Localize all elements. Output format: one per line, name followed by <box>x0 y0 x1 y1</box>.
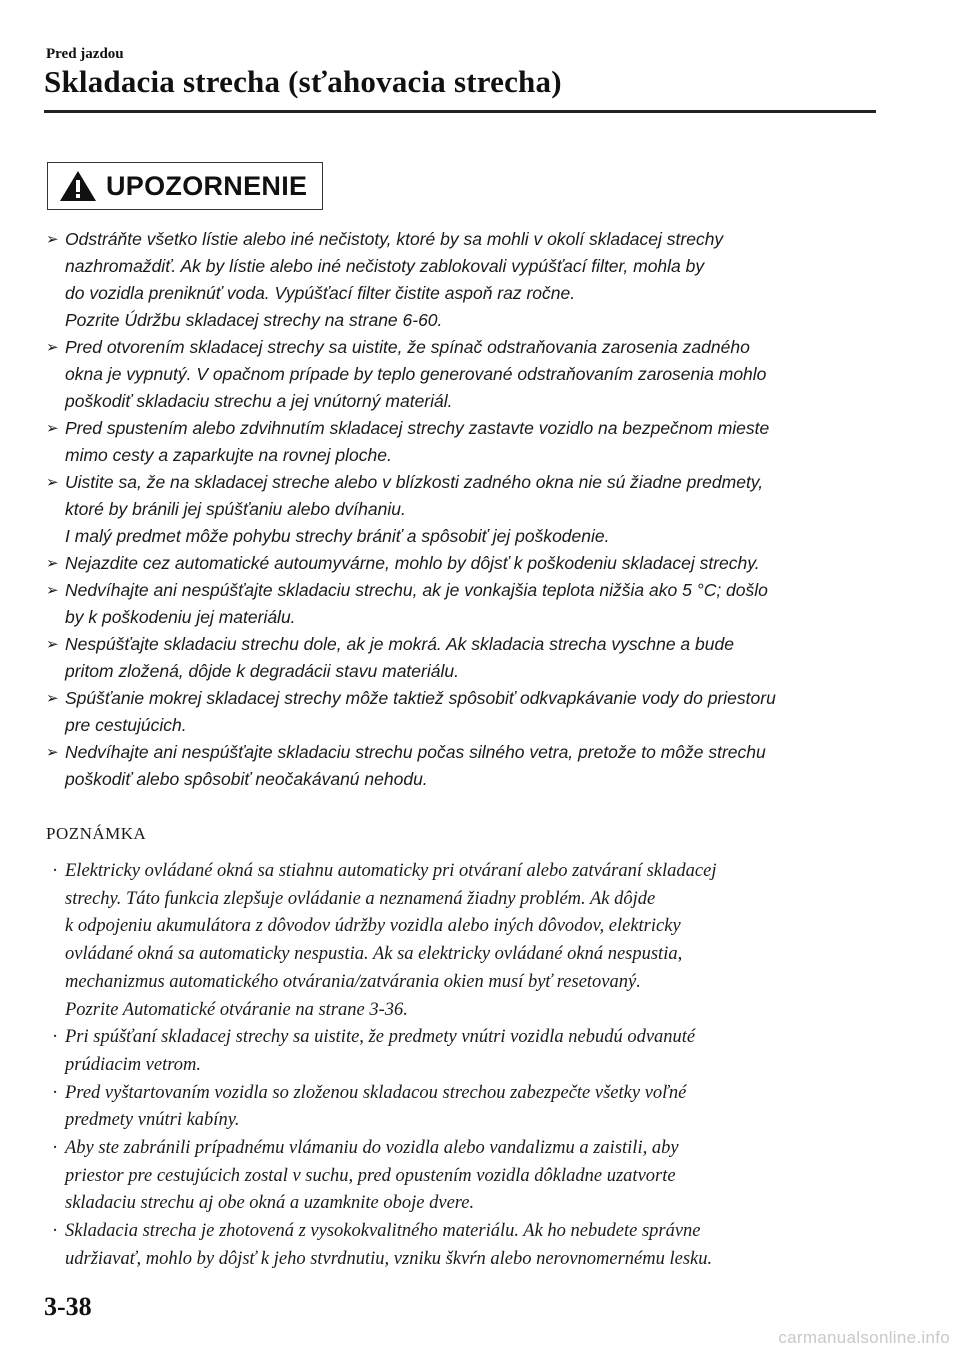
list-item <box>46 334 886 415</box>
arrow-bullet-icon: ➢ <box>46 420 59 437</box>
item-text-line: okna je vypnutý. V opačnom prípade by teplo generované odstraňovaním zarosenia mohlo <box>65 364 767 384</box>
item-text-line: Elektricky ovládané okná sa stiahnu automaticky pri otváraní alebo zatváraní skladacej <box>65 861 717 881</box>
item-text-line: mechanizmus automatického otvárania/zatvárania okien musí byť resetovaný. <box>65 971 641 992</box>
item-text-line: by k poškodeniu jej materiálu. <box>65 607 296 627</box>
item-text-line: Pred otvorením skladacej strechy sa uistite, že spínač odstraňovania zarosenia zadného <box>65 337 750 357</box>
list-item <box>46 685 886 739</box>
arrow-bullet-icon: ➢ <box>46 582 59 599</box>
dot-bullet-icon: · <box>52 861 59 881</box>
item-text-line: Aby ste zabránili prípadnému vlámaniu do vozidla alebo vandalizmu a zaistili, aby <box>65 1138 679 1159</box>
list-item <box>46 226 886 334</box>
page-title: Skladacia strecha (sťahovacia strecha) <box>44 64 562 99</box>
item-text-line: pritom zložená, dôjde k degradácii stavu materiálu. <box>65 661 459 681</box>
item-text-line: Pozrite Automatické otváranie na strane 3-36. <box>65 999 408 1020</box>
list-item <box>46 1080 886 1135</box>
warning-triangle-icon <box>58 169 98 203</box>
list-item <box>46 631 886 685</box>
item-text-line: do vozidla preniknúť voda. Vypúšťací filter čistite aspoň raz ročne. <box>65 283 576 303</box>
list-item <box>46 858 886 1024</box>
page-number: 3-38 <box>44 1292 92 1321</box>
item-text-line: udržiavať, mohlo by dôjsť k jeho stvrdnutiu, vzniku škvŕn alebo nerovnomernému lesku. <box>65 1248 713 1269</box>
item-text-line: Skladacia strecha je zhotovená z vysokokvalitného materiálu. Ak ho nebudete správne <box>65 1221 701 1242</box>
item-text-line: poškodiť alebo spôsobiť neočakávanú nehodu. <box>65 769 428 789</box>
title-rule <box>44 110 876 113</box>
item-text-line: pre cestujúcich. <box>65 715 187 735</box>
caution-box <box>47 162 323 210</box>
arrow-bullet-icon: ➢ <box>46 231 59 248</box>
item-text-line: poškodiť skladaciu strechu a jej vnútorný materiál. <box>65 391 453 411</box>
list-item <box>46 1218 886 1273</box>
arrow-bullet-icon: ➢ <box>46 339 59 356</box>
caution-label: UPOZORNENIE <box>106 170 308 201</box>
list-item <box>46 469 886 550</box>
item-text-line: Uistite sa, že na skladacej streche alebo v blízkosti zadného okna nie sú žiadne predmety, <box>65 472 764 492</box>
list-item <box>46 415 886 469</box>
item-text-line: nazhromaždiť. Ak by lístie alebo iné nečistoty zablokovali vypúšťací filter, mohla by <box>65 256 705 276</box>
item-text-line: ovládané okná sa automaticky nespustia. Ak sa elektricky ovládané okná nespustia, <box>65 944 683 965</box>
item-text-line: Nejazdite cez automatické autoumyvárne, mohlo by dôjsť k poškodeniu skladacej strechy. <box>65 553 760 573</box>
dot-bullet-icon: · <box>52 1027 59 1048</box>
arrow-bullet-icon: ➢ <box>46 474 59 491</box>
item-text-line: prúdiacim vetrom. <box>65 1054 201 1075</box>
item-text-line: predmety vnútri kabíny. <box>65 1110 240 1131</box>
item-text-line: Odstráňte všetko lístie alebo iné nečistoty, ktoré by sa mohli v okolí skladacej strechy <box>65 229 724 249</box>
list-item <box>46 550 886 577</box>
arrow-bullet-icon: ➢ <box>46 636 59 653</box>
item-text-line: Pozrite Údržbu skladacej strechy na strane 6-60. <box>65 310 443 330</box>
section-label: Pred jazdou <box>46 46 124 62</box>
note-title: POZNÁMKA <box>46 824 147 843</box>
item-text-line: Nedvíhajte ani nespúšťajte skladaciu strechu, ak je vonkajšia teplota nižšia ako 5 °C; došlo <box>65 580 768 600</box>
list-item <box>46 1135 886 1218</box>
list-item <box>46 1024 886 1079</box>
dot-bullet-icon: · <box>52 1221 59 1242</box>
caution-list <box>46 226 886 793</box>
arrow-bullet-icon: ➢ <box>46 690 59 707</box>
item-text-line: ktoré by bránili jej spúšťaniu alebo dvíhaniu. <box>65 499 406 519</box>
dot-bullet-icon: · <box>52 1082 59 1103</box>
item-text-line: Nedvíhajte ani nespúšťajte skladaciu strechu počas silného vetra, pretože to môže strechu <box>65 742 766 762</box>
item-text-line: Nespúšťajte skladaciu strechu dole, ak je mokrá. Ak skladacia strecha vyschne a bude <box>65 634 734 654</box>
item-text-line: priestor pre cestujúcich zostal v suchu, pred opustením vozidla dôkladne uzatvorte <box>65 1165 676 1186</box>
item-text-line: Pred spustením alebo zdvihnutím skladacej strechy zastavte vozidlo na bezpečnom mieste <box>65 418 770 438</box>
dot-bullet-icon: · <box>52 1138 59 1159</box>
item-text-line: strechy. Táto funkcia zlepšuje ovládanie a neznamená žiadny problém. Ak dôjde <box>65 888 656 909</box>
watermark: carmanualsonline.info <box>778 1328 950 1347</box>
arrow-bullet-icon: ➢ <box>46 744 59 761</box>
note-list <box>46 858 886 1274</box>
list-item <box>46 577 886 631</box>
list-item <box>46 739 886 793</box>
item-text-line: skladaciu strechu aj obe okná a uzamknite oboje dvere. <box>65 1193 475 1214</box>
item-text-line: Pri spúšťaní skladacej strechy sa uistite, že predmety vnútri vozidla nebudú odvanuté <box>65 1027 696 1048</box>
item-text-line: mimo cesty a zaparkujte na rovnej ploche. <box>65 445 392 465</box>
item-text-line: I malý predmet môže pohybu strechy brániť a spôsobiť jej poškodenie. <box>65 526 610 546</box>
arrow-bullet-icon: ➢ <box>46 555 59 572</box>
item-text-line: Spúšťanie mokrej skladacej strechy môže taktiež spôsobiť odkvapkávanie vody do priestoru <box>65 688 776 708</box>
item-text-line: Pred vyštartovaním vozidla so zloženou skladacou strechou zabezpečte všetky voľné <box>65 1082 687 1103</box>
item-text-line: k odpojeniu akumulátora z dôvodov údržby vozidla alebo iných dôvodov, elektricky <box>65 916 681 937</box>
